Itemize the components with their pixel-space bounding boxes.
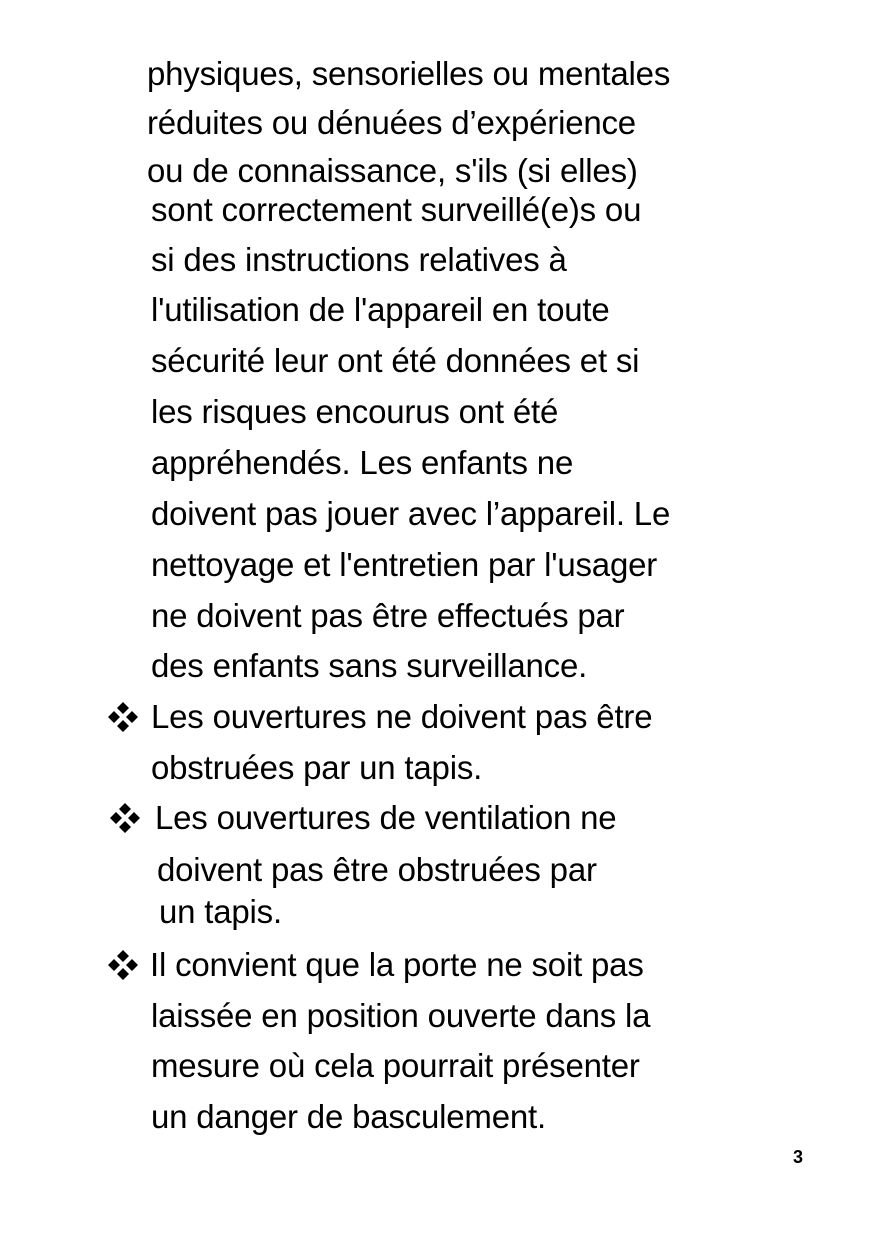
- four-diamond-bullet-icon: [106, 948, 140, 982]
- paragraph-line: doivent pas jouer avec l’appareil. Le: [151, 495, 671, 532]
- bullet-line: un danger de basculement.: [151, 1098, 546, 1135]
- paragraph-line: sont correctement surveillé(e)s ou: [151, 191, 642, 228]
- bullet-line: mesure où cela pourrait présenter: [151, 1047, 640, 1084]
- intro-line: réduites ou dénuées d’expérience: [147, 104, 636, 141]
- bullet-line: obstruées par un tapis.: [151, 749, 483, 786]
- bullet-line: laissée en position ouverte dans la: [151, 997, 651, 1034]
- paragraph-line: sécurité leur ont été données et si: [151, 342, 640, 379]
- four-diamond-bullet-icon: [108, 801, 142, 835]
- paragraph-line: nettoyage et l'entretien par l'usager: [151, 546, 658, 583]
- paragraph-line: si des instructions relatives à: [151, 241, 567, 278]
- four-diamond-bullet-icon: [106, 700, 140, 734]
- bullet-line: Les ouvertures de ventilation ne: [155, 799, 617, 836]
- paragraph-line: appréhendés. Les enfants ne: [151, 444, 574, 481]
- bullet-line: Les ouvertures ne doivent pas être: [151, 698, 653, 735]
- bullet-line: Il convient que la porte ne soit pas: [150, 946, 644, 983]
- paragraph-line: des enfants sans surveillance.: [151, 647, 588, 684]
- paragraph-line: l'utilisation de l'appareil en toute: [151, 291, 610, 328]
- bullet-line: doivent pas être obstruées par: [157, 851, 597, 888]
- intro-line: ou de connaissance, s'ils (si elles): [147, 152, 638, 189]
- intro-line: physiques, sensorielles ou mentales: [147, 55, 671, 92]
- paragraph-line: les risques encourus ont été: [151, 393, 559, 430]
- page-number: 3: [793, 1147, 804, 1167]
- bullet-line: un tapis.: [159, 893, 282, 930]
- paragraph-line: ne doivent pas être effectués par: [151, 597, 625, 634]
